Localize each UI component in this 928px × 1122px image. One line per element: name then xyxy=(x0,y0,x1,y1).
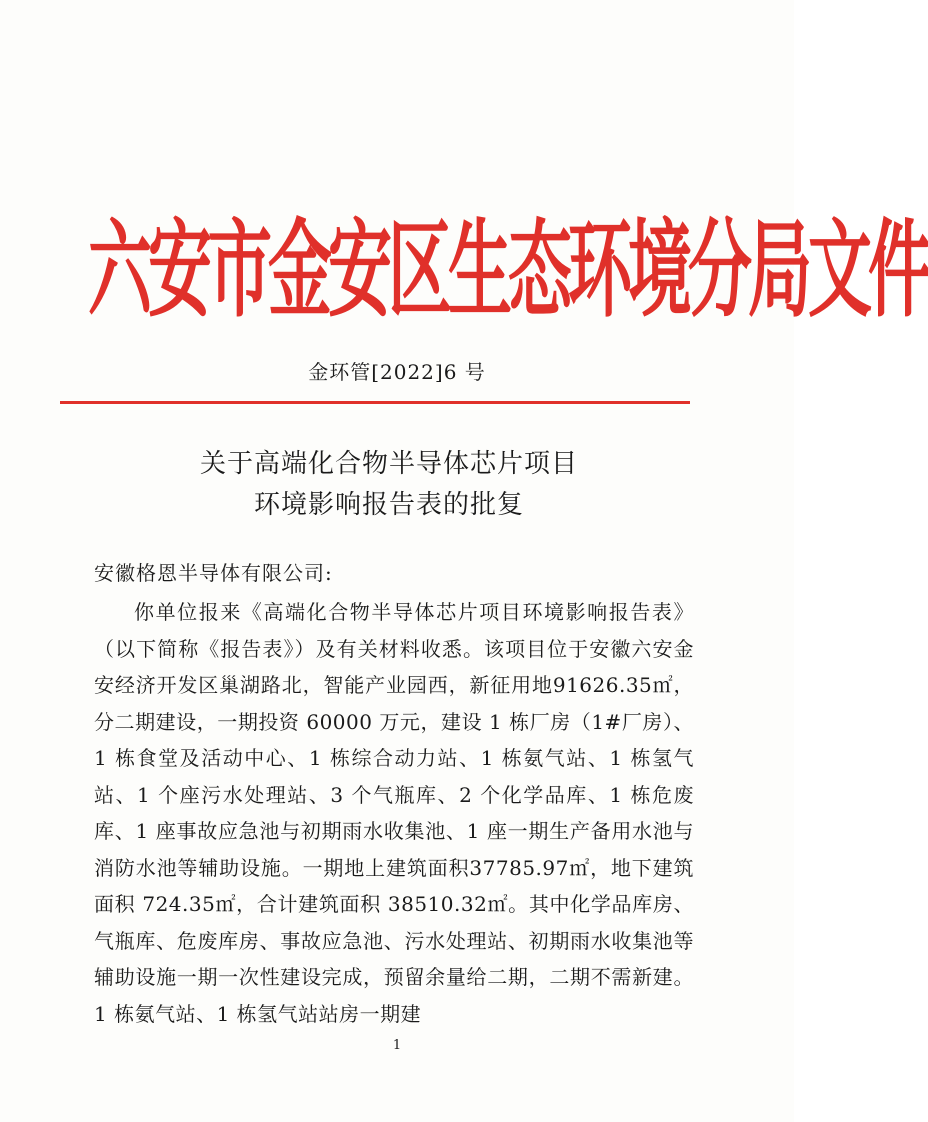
document-title-line-2: 环境影响报告表的批复 xyxy=(253,490,524,520)
document-title-line-1: 关于高端化合物半导体芯片项目 xyxy=(199,449,578,479)
agency-header-title: 六安市金安区生态环境分局文件 xyxy=(88,209,928,333)
salutation: 安徽格恩半导体有限公司: xyxy=(94,561,333,585)
red-divider-line xyxy=(60,401,690,404)
document-number: 金环管[2022]6 号 xyxy=(308,360,486,384)
body-paragraph: 你单位报来《高端化合物半导体芯片项目环境影响报告表》（以下简称《报告表》）及有关材料收悉。该项目位于安徽六安金安经济开发区巢湖路北，智能产业园西，新征用地91626.35㎡，分二期建设，一期投资 60000 万元，建设 1 栋厂房（1#厂房）、1 栋食堂及活动中心、1 栋综合动力站、1 栋氨气站、1 栋氢气站、1 个座污水处理站、3 个气瓶库、2 个化学品库、1 栋危废库、1 座事故应急池与初期雨水收集池、1 座一期生产备用水池与消防水池等辅助设施。一期地上建筑面积37785.97㎡，地下建筑面积 724.35㎡，合计建筑面积 38510.32㎡。其中化学品库房、气瓶库、危废库房、事故应急池、污水处理站、初期雨水收集池等辅助设施一期一次性建设完成，预留余量给二期，二期不需新建。1 栋氨气站、1 栋氢气站站房一期建 xyxy=(94,600,694,1026)
page-number: 1 xyxy=(392,1038,402,1053)
